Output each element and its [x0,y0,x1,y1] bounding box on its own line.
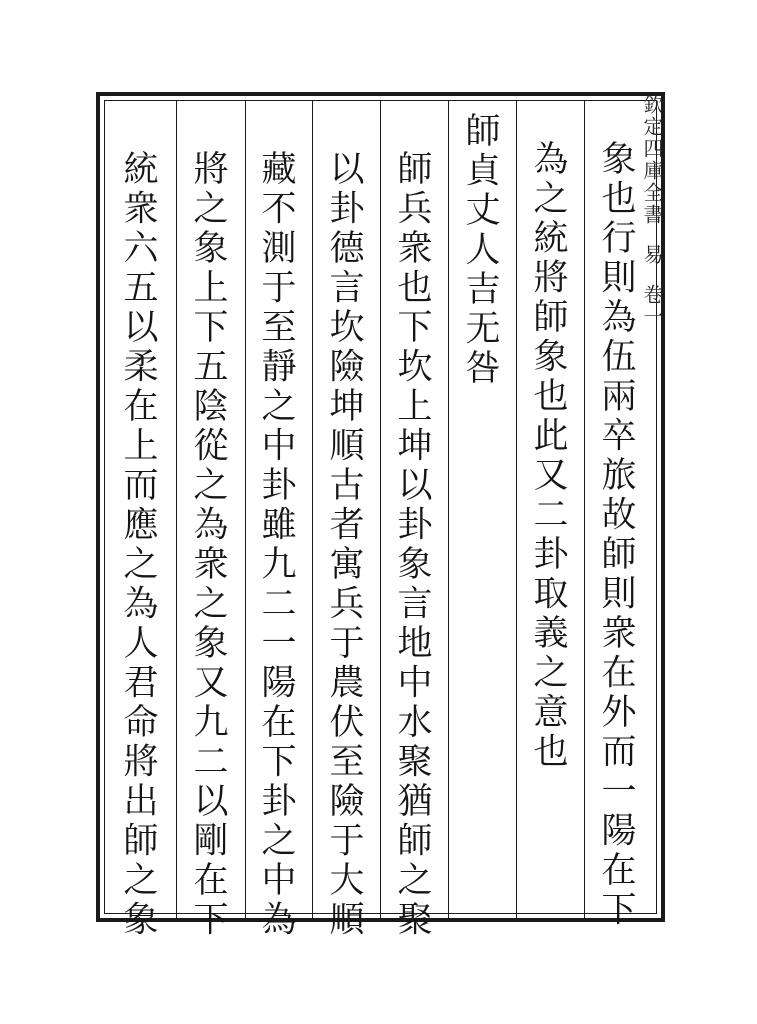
text-column-7: 將之象上下五陰從之為衆之象又九二以剛在下 [188,150,228,940]
text-column-5: 以卦德言坎險坤順古者寓兵于農伏至險于大順 [324,150,364,940]
column-rule [448,100,449,918]
margin-marker: 易 [640,244,664,266]
column-rule [176,100,177,918]
text-column-1: 象也行則為伍兩卒旅故師則衆在外而一陽在下 [596,140,636,930]
margin-strip [640,94,667,920]
text-column-2: 為之統將師象也此又二卦取義之意也 [528,140,568,772]
text-column-6: 藏不測于至靜之中卦雖九二一陽在下卦之中為 [256,150,296,940]
text-column-3: 師貞丈人吉无咎 [460,112,500,389]
text-column-8: 統衆六五以柔在上而應之為人君命將出師之象 [118,150,158,940]
column-rule [516,100,517,918]
margin-title: 欽定四庫全書 [640,94,664,226]
column-rule [312,100,313,918]
column-rule [245,100,246,918]
margin-volume: 卷一 [640,284,664,328]
column-rule [380,100,381,918]
column-rule [584,100,585,918]
text-column-4: 師兵衆也下坎上坤以卦象言地中水聚猶師之聚 [392,150,432,940]
